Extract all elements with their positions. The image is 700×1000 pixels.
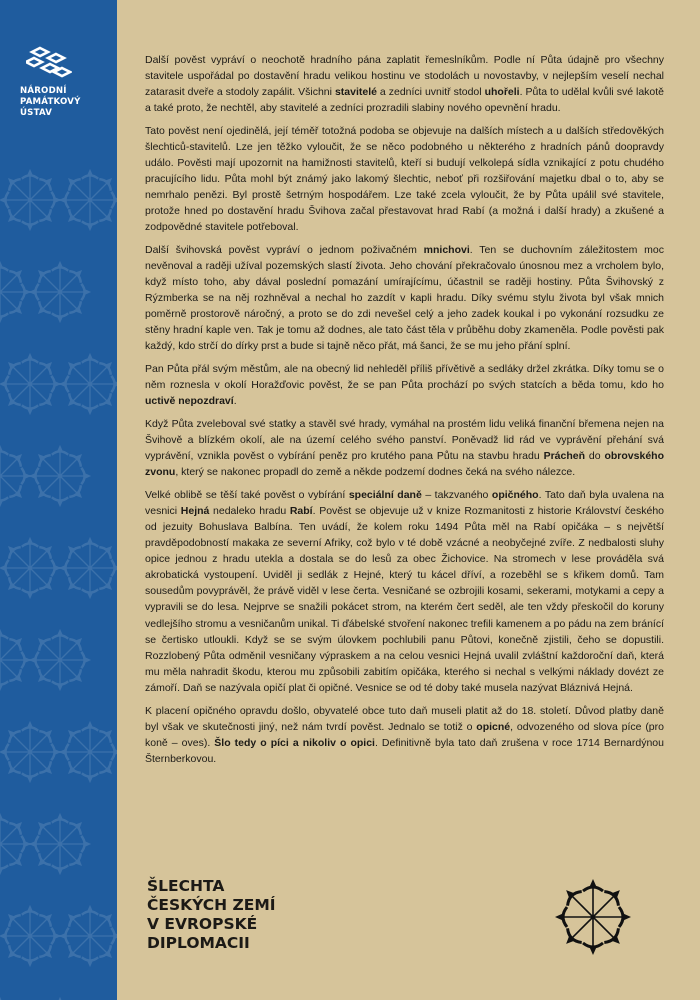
emphasis-text: mnichovi	[423, 244, 470, 257]
pattern-rose	[59, 353, 117, 415]
pattern-rose	[59, 721, 117, 783]
series-title-line: ŠLECHTA	[147, 877, 225, 895]
pattern-rose	[0, 353, 61, 415]
emphasis-text: Hejná	[180, 505, 210, 518]
article-body	[145, 52, 664, 774]
emphasis-text: Rabí	[289, 505, 313, 518]
pattern-rose	[0, 261, 31, 323]
pattern-rose	[29, 445, 91, 507]
sidebar	[0, 0, 117, 1000]
pattern-rose	[0, 721, 61, 783]
paragraph-text: Další pověst vypráví o neochotě hradního pána zaplatit řemeslníkům. Podle ní Půta údajně pro všechny stavitele uspořádal po dostavění hradu velikou hostinu ve stodolách u novostavby, v nejlepším veselí nechal zatarasit dveře a stodoly zapálit. Všichni	[145, 54, 664, 99]
pattern-rose	[0, 169, 61, 231]
paragraph-text: – takzvaného	[421, 489, 492, 502]
compass-rose-pattern-icon	[0, 0, 117, 1000]
paragraph-text: . Ten se duchovním záležitostem moc nevěnoval a raději užíval pozemských slastí života. Jeho chování překračovalo únosnou mez a vrcholem bylo, když místo toho, aby dával poslední pomazání umírajícímu, účastnil se raději hostiny. Půta Švihovský z Rýzmberka se na něj rozhněval a nechal ho zazdít v kapli hradu. Díky svému stylu života byl však mnich poměrně prostorově náročný, a proto se do zdi nevešel celý a jeho zadek koukal i po vykonání rozsudku ze stěny hradní kaple ven. Tak je tomu až dodnes, ale tato část těla v průběhu doby zkameněla. Podle pověsti pak každý, kdo strčí do dírky prst a bude si tajně něco přát, má šanci, že se mu jeho přání splní.	[145, 244, 665, 353]
emphasis-text: Šlo tedy o píci a nikoliv o opici	[214, 736, 375, 749]
emphasis-text: stavitelé	[334, 86, 377, 99]
pattern-rose	[59, 169, 117, 231]
emphasis-text: obrovského zvonu	[145, 450, 664, 479]
emphasis-text: speciální daně	[348, 489, 422, 502]
article-paragraph	[145, 361, 664, 409]
article-paragraph	[145, 242, 664, 354]
article-paragraph	[145, 416, 664, 480]
institution-logo	[20, 46, 106, 119]
pattern-rose	[29, 629, 91, 691]
logo-line: ÚSTAV	[20, 108, 53, 118]
paragraph-text: Pan Půta přál svým městům, ale na obecný lid nehleděl příliš přívětivě a sedláky držel zkrátka. Díky tomu se o něm roznesla v okolí Horažďovic pověst, že se pan Půta prochází po svých statcích a běda tomu, kdo ho	[145, 363, 664, 392]
paragraph-text: , odvozeného od slova píce (pro koně – oves).	[145, 720, 664, 749]
pattern-rose	[29, 261, 91, 323]
series-title-line: DIPLOMACII	[147, 934, 250, 952]
paragraph-text: . Definitivně byla tato daň zrušena v roce 1714 Bernardýnou Šternberkovou.	[145, 736, 664, 765]
pattern-rose	[59, 905, 117, 967]
paragraph-text: .	[233, 395, 237, 408]
emphasis-text: opičného	[491, 489, 539, 502]
paragraph-text: . Tato daň byla uvalena na vesnici	[145, 489, 664, 518]
pattern-rose	[0, 629, 31, 691]
compass-rose-icon	[553, 877, 633, 957]
article-paragraph	[145, 123, 664, 235]
paragraph-text: do	[585, 450, 605, 463]
series-title	[147, 877, 407, 953]
article-paragraph	[145, 487, 664, 696]
emphasis-text: opicné	[476, 720, 511, 733]
paragraph-text: . Půta to udělal kvůli své lakotě a také proto, že nechtěl, aby stavitelé a zedníci prozradili slabiny nového opevnění hradu.	[145, 86, 665, 115]
logo-text	[20, 86, 106, 119]
emphasis-text: uhořeli	[484, 86, 520, 99]
pattern-rose	[59, 537, 117, 599]
article-paragraph	[145, 52, 664, 116]
paragraph-text: , který se nakonec propadl do země a někde podzemí dodnes čeká na svého nálezce.	[175, 466, 576, 479]
paragraph-text: nedaleko hradu	[209, 505, 290, 518]
pattern-rose	[0, 445, 31, 507]
pattern-rose	[0, 813, 31, 875]
emphasis-text: Prácheň	[543, 450, 585, 463]
paragraph-text: . Pověst se objevuje už v knize Rozmanitosti z historie Království českého od jezuity Bohuslava Balbína. Ten uvádí, že kolem roku 1494 Půta měl na Rabí opičáka – s největší pravděpodobností makaka ze severní Afriky, což bylo v té době vzácné a neobyčejné zvíře. Z nedbalosti sluhy opice jednou z hradu utekla a dostala se do lesů za obec Žichovice. Na stromech v lese prováděla svá akrobatická vystoupení. Uviděl ji sedlák z Hejné, který tu kácel dříví, a rozeběhl se s křikem domů. Tam sousedům povyprávěl, že právě viděl v lese čerta. Vesničané se ozbrojili kosami, sekerami, motykami a cepy a vypravili se do lesa. Nejprve se snažili pokácet strom, na kterém čert seděl, ale ten vždy přeskočil do koruny vedlejšího stromu a vesničanům unikal. Ti ďábelské stvoření nakonec trefili kamenem a po pádu na zem bránící se čertisko utloukli. Když se se svým úlovkem pochlubili panu Půtovi, konečně zjistili, čeho se dopustili. Rozzlobený Půta odměnil vesničany výpraskem a na celou vesnici Hejná uvalil zvláštní každoroční daň, která mu měla nahradit škodu, kterou mu způsobili zabitím opičáka, kterého si nechal s velkými náklady dovézt ze zámoří. Daň se nazývala opičí plat či opičné. Vesnice se od té doby také musela nazývat Bláznivá Hejná.	[145, 505, 665, 694]
series-title-line: V EVROPSKÉ	[147, 915, 258, 933]
compass-rose-mark	[555, 879, 631, 955]
article-paragraph	[145, 703, 664, 767]
paragraph-text: a zedníci uvnitř stodol	[376, 86, 485, 99]
pattern-rose	[0, 537, 61, 599]
paragraph-text: Velké oblibě se těší také pověst o vybírání	[145, 489, 349, 502]
npu-logo-mark-icon	[26, 46, 72, 80]
series-title-line: ČESKÝCH ZEMÍ	[147, 896, 276, 914]
emphasis-text: uctivě nepozdraví	[145, 395, 234, 408]
pattern-rose	[0, 905, 61, 967]
paragraph-text: Tato pověst není ojedinělá, její téměř totožná podoba se objevuje na dalších místech a u dalších středověkých šlechticů-stavitelů. Lze jen těžko vyloučit, že se něco podobného u některého z hradních pánů doopravdy událo. Pověsti mají upozornit na hamižnosti stavitelů, kteří si budují velkolepá sídla vznikající z potu chudého pracujícího lidu. Půta mohl být známý jako lakomý šlechtic, neboť při rozšiřování majetku dbal o to, aby se nemrhalo penězi. Byl prostě šetrným hospodářem. Lze také zcela vyloučit, že by Půta upálil své stavitele, protože hned po dostavění hradu Švihova začal přestavovat hrad Rabí (a možná i další hrady) a zkušené a zodpovědné stavitele potřeboval.	[145, 124, 664, 234]
logo-line: PAMÁTKOVÝ	[20, 97, 81, 107]
paragraph-text: Když Půta zveleboval své statky a stavěl své hrady, vymáhal na prostém lidu veliká finanční břemena nejen na Švihově a blízkém okolí, ale na území celého svého panství. Poněvadž lid rád ve vyprávění přehání svá vyprávění, vznikla pověst o vybírání peněz pro krutého pana Půtu na stavbu hradu	[145, 418, 664, 463]
paragraph-text: K placení opičného opravdu došlo, obyvatelé obce tuto daň museli platit až do 18. století. Důvod platby daně byl však ve skutečnosti jiný, než nám tvrdí pověst. Jednalo se totiž o	[145, 704, 664, 733]
pattern-rose	[29, 813, 91, 875]
paragraph-text: Další švihovská pověst vypráví o jednom poživačném	[145, 244, 424, 257]
logo-line: NÁRODNÍ	[20, 86, 67, 96]
